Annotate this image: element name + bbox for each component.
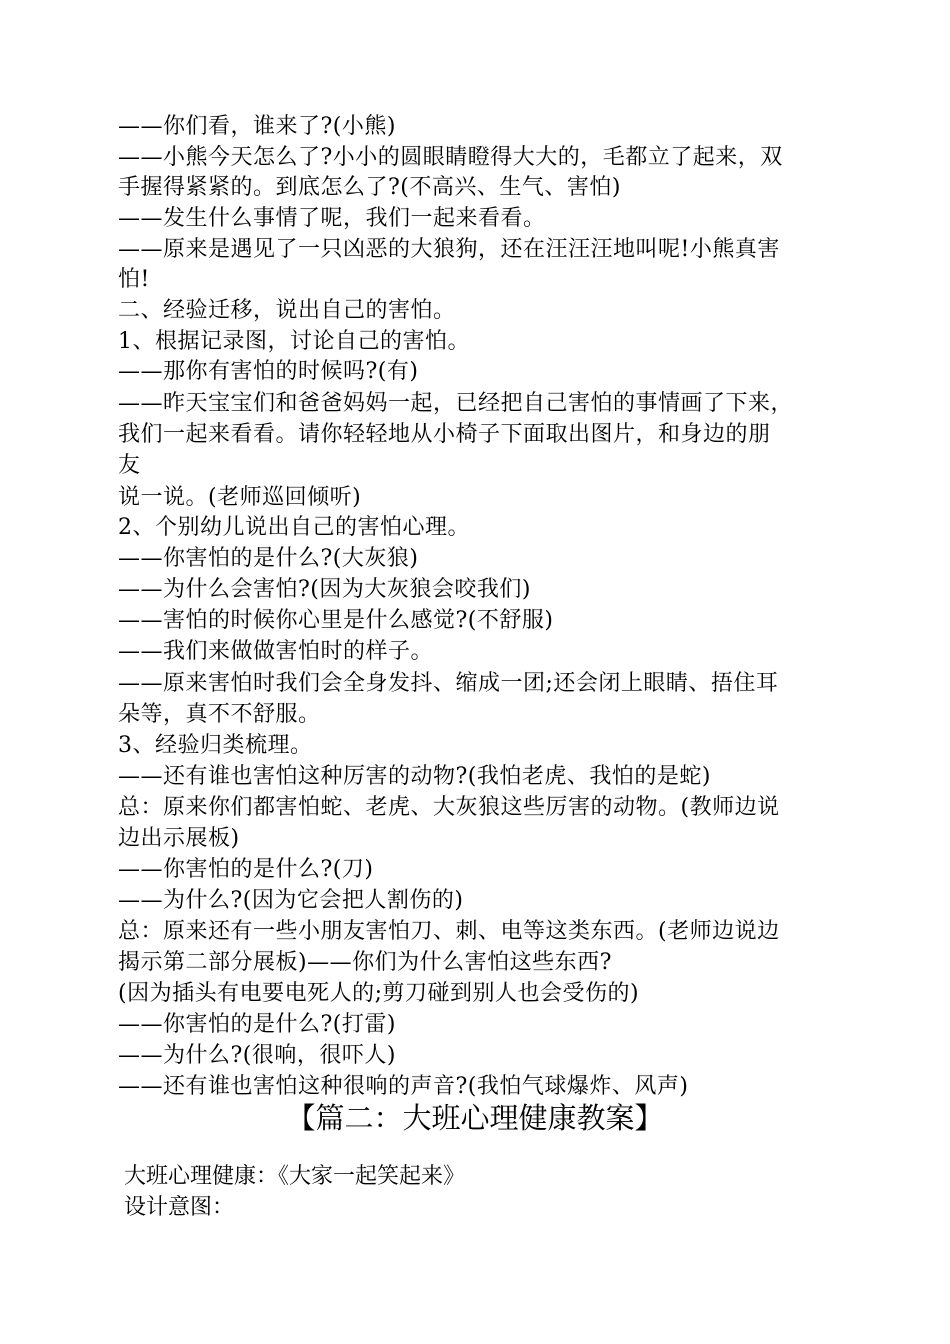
design-intent-label: 设计意图： [124, 1195, 235, 1220]
text-line: ——为什么?(很响，很吓人) [118, 1043, 396, 1068]
text-line: 说一说。(老师巡回倾听) [118, 485, 362, 510]
text-line: ——原来是遇见了一只凶恶的大狼狗，还在汪汪汪地叫呢!小熊真害 [118, 237, 780, 262]
text-line: 揭示第二部分展板)——你们为什么害怕这些东西? [118, 950, 612, 975]
text-line: ——你害怕的是什么?(打雷) [118, 1012, 396, 1037]
text-line: ——还有谁也害怕这种很响的声音?(我怕气球爆炸、风声) [118, 1074, 689, 1099]
text-line: 总：原来你们都害怕蛇、老虎、大灰狼这些厉害的动物。(教师边说 [118, 795, 780, 820]
text-line: ——你害怕的是什么?(大灰狼) [118, 546, 419, 571]
text-line: 友 [118, 453, 141, 478]
text-line: ——为什么?(因为它会把人割伤的) [118, 888, 464, 913]
text-line: 边出示展板) [118, 826, 240, 851]
text-line: ——为什么会害怕?(因为大灰狼会咬我们) [118, 577, 531, 602]
text-line: ——害怕的时候你心里是什么感觉?(不舒服) [118, 608, 554, 633]
text-line: ——你们看，谁来了?(小熊) [118, 114, 396, 139]
text-line: ——发生什么事情了呢，我们一起来看看。 [118, 206, 546, 231]
text-line: 怕! [118, 267, 150, 292]
text-line: ——我们来做做害怕时的样子。 [118, 639, 434, 664]
lesson-title-line: 大班心理健康：《大家一起笑起来》 [124, 1164, 466, 1189]
text-line: 我们一起来看看。请你轻轻地从小椅子下面取出图片，和身边的朋 [118, 422, 771, 447]
text-line: 朵等，真不不舒服。 [118, 702, 321, 727]
text-line: 二、经验迁移，说出自己的害怕。 [118, 298, 456, 323]
text-line: ——还有谁也害怕这种厉害的动物?(我怕老虎、我怕的是蛇) [118, 764, 711, 789]
text-line: (因为插头有电要电死人的;剪刀碰到别人也会受伤的) [118, 981, 640, 1006]
text-line: 2、个别幼儿说出自己的害怕心理。 [118, 515, 470, 540]
text-line: 3、经验归类梳理。 [118, 733, 313, 758]
text-line: ——你害怕的是什么?(刀) [118, 857, 374, 882]
text-line: ——小熊今天怎么了?小小的圆眼睛瞪得大大的，毛都立了起来，双 [118, 145, 783, 170]
text-line: ——那你有害怕的时候吗?(有) [118, 359, 419, 384]
text-line: 总：原来还有一些小朋友害怕刀、刺、电等这类东西。(老师边说边 [118, 919, 780, 944]
text-line: ——原来害怕时我们会全身发抖、缩成一团;还会闭上眼睛、捂住耳 [118, 671, 779, 696]
text-line: ——昨天宝宝们和爸爸妈妈一起，已经把自己害怕的事情画了下来， [118, 391, 794, 416]
text-line: 手握得紧紧的。到底怎么了?(不高兴、生气、害怕) [118, 175, 621, 200]
section-heading: 【篇二：大班心理健康教案】 [286, 1101, 664, 1135]
text-line: 1、根据记录图，讨论自己的害怕。 [118, 329, 470, 354]
